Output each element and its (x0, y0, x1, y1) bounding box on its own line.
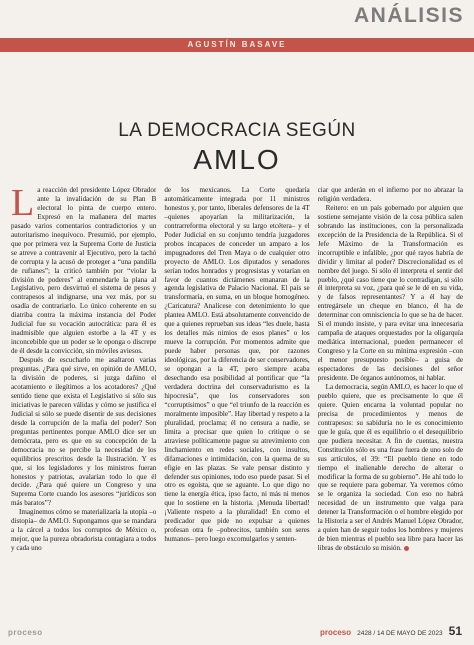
headline-line-1: LA DEMOCRACIA SEGÚN (118, 120, 356, 141)
footer-brand-right: proceso (320, 628, 352, 637)
section-label: ANÁLISIS (353, 4, 464, 27)
article-body (11, 186, 463, 606)
article-paragraph: Imaginemos cómo se materializaría la utopía –o distopía– de AMLO. Supongamos que se mandara a la cárcel a todos los corruptos de México o, mejor, que la pureza obradorista contagiara a todos y cada uno (11, 508, 157, 553)
article-paragraph: ciar que arderán en el infierno por no abrazar la religión verdadera. (317, 186, 463, 203)
article-paragraph: Reitero: en un país gobernado por alguien que sostiene semejante visión de la cosa pública salen sobrando las instituciones, con la personalizada excepción de la Presidencia de la República. Si el Jefe Máximo de la Transformación es incorruptible e infalible, ¿por qué rayos habría de dividir y limitar al poder? Discrecionalidad es el nombre del juego. Si sólo él interpreta el sentir del pueblo, ¿qué caso tiene que lo contradigan, si sólo él interpreta su voz, ¿para qué se le dé en su vida, y de falsos representantes? Y a él hay de entregársele un cheque en blanco, él ha de determinar con omnisciencia lo que se ha de hacer. Si el mundo insiste, y para evitar una innecesaria campaña de ataques orquestados por la oligarquía mediática internacional, pueden permanecer el Congreso y la Corte en su mínima expresión –con el menor presupuesto posible– a guisa de espectadores de las decisiones del señor presidente. De órganos autónomos, ni hablar. (317, 203, 463, 383)
article-column-1 (11, 186, 156, 606)
page-number: 51 (448, 624, 462, 638)
footer-brand-left: proceso (8, 628, 43, 637)
article-column-3 (318, 186, 463, 606)
author-name: AGUSTÍN BASAVE (187, 40, 287, 49)
article-column-2 (164, 186, 309, 606)
footer-info (320, 624, 462, 638)
article-paragraph: Después de escucharlo me asaltaron varias preguntas. ¿Para qué sirve, en opinión de AMLO, la división de poderes, si juzga dañino el acotamiento e ilegítimos a los acotadores? ¿Qué sentido tiene que exista el Legislativo si sólo sus iniciativas le parecen válidas y cómo se justifica el Judicial si sólo se puede disentir de sus decisiones desde la corrupción de la mafia del poder? Son preguntas pertinentes porque AMLO dice ser un demócrata, pero es que en su concepción de la democracia no se percibe la necesidad de los equilibrios prescritos desde la Ilustración. Y es que, si los legisladores y los ministros fueran honestos y patriotas, avalarían todo lo que él decide. ¿Para qué quiere un Congreso y una Suprema Corte cuando los asesores “jurídicos son más baratos”? (11, 356, 157, 508)
headline-line-2: AMLO (193, 144, 281, 175)
author-band (0, 38, 474, 52)
end-mark-icon (404, 546, 409, 551)
article-paragraph: La reacción del presidente López Obrador ante la invalidación de su Plan B electoral lo pinta de cuerpo entero. Expresó en la mañanera del martes pasado varios comentarios contradictorios y un autoritarismo inequívoco. Presumió, por ejemplo, que por primera vez la Suprema Corte de Justicia se atreve a contravenir al Ejecutivo, pero la tachó de corrupta y la acusó de proteger a “una pandilla de rufianes”; la criticó también por “violar la división de poderes” al enmendarle la plana al Legislativo, pero desvirtuó el sistema de pesos y contrapesos al indignarse, una vez más, por su osadía de contrariarlo. Lo único coherente en su diatriba contra la máxima instancia del Poder Judicial fue su vocación autocrática: para él es inadmisible que alguien estorbe a la 4T y es inconcebible que un poder se le oponga o discrepe de él desde la convicción, sin móviles aviesos. (11, 186, 157, 356)
article-paragraph: de los mexicanos. La Corte quedaría automáticamente integrada por 11 ministros honestos y, por tanto, liberales defensores de la 4T –quienes apoyarían la militarización, la contrarreforma electoral y su largo etcétera– y el Poder Judicial en su conjunto tendría juzgadores probos incapaces de conceder un amparo a los impugnadores del Tren Maya o de cualquier otro proyecto de AMLO. Los diputados y senadores serían todos honrados y progresistas y votarían en favor de cuantos dictámenes emanaran de la agenda legislativa de Palacio Nacional. El país se transformaría, en suma, en un bloque homogéneo. ¿Caricatura? Analícese con detenimiento lo que plantea AMLO. Está absolutamente convencido de que a quienes reprueban sus ideas “les duele, hasta los detalles más nimios de esos planes” o los mueve la corrupción. Por momentos admite que puede haber personas que, por razones ideológicas, por la diferencia de ser conservadores, se opongan a la 4T, pero siempre acaba desechando esa posibilidad al pontificar que “la verdadera doctrina del conservadurismo es la hipocresía”, que los conservadores son “corruptísimos” o que “el triunfo de la reacción es moralmente imposible”. Hay libertad y respeto a la pluralidad, proclama; él no censura a nadie, se limita a precisar que quien lo critique o se atraviese políticamente pague su atrevimiento con linchamiento en redes sociales, con insultos, difamaciones e intimidación, con la quema de su efigie en las plazas. Se vale pensar distinto y defender sus opiniones, todo eso puede pasar. Si el otro es egoísta, que se aguante. Lo que digo no tiene la energía ética, ipso facto, ni más ni menos que lo sostiene en la historia. ¡Menuda libertad! ¡Valiente respeto a la pluralidad! En como el predicador que pide no expulsar a quienes profesan otra fe –pobrecitos, también son seres humanos– pero luego excomulgarlos y senten- (164, 186, 310, 544)
drop-cap: L (11, 186, 35, 224)
issue-info: 2428 / 14 DE MAYO DE 2023 (357, 630, 443, 637)
article-paragraph: La democracia, según AMLO, es hacer lo que el pueblo quiere, que es precisamente lo que él quiere. Quien encarna la voluntad popular no precisa de procedimientos y menos de contrapesos: su sabiduría no le es conocimiento que le guía, que él es equilibrio o el desequilibrio que pudiera necesitar. A fin de cuentas, nuestra Constitución sólo es una frase fuera de uno solo de sus artículos, el 39: “El pueblo tiene en todo tiempo el inalienable derecho de alterar o modificar la forma de su gobierno”. He ahí todo lo que se requiere para gobernar. Ya veremos cómo se le organiza la sociedad. Con eso no habrá necesidad de un instrumento que valga para detener la Transformación o el hombre elegido por la Historia a ser el Andrés Manuel López Obrador, a quien han de seguir todos los hombres y mujeres de bien mientras el pueblo sea libre para hacer las libras de obstáculo su misión. (317, 382, 463, 553)
